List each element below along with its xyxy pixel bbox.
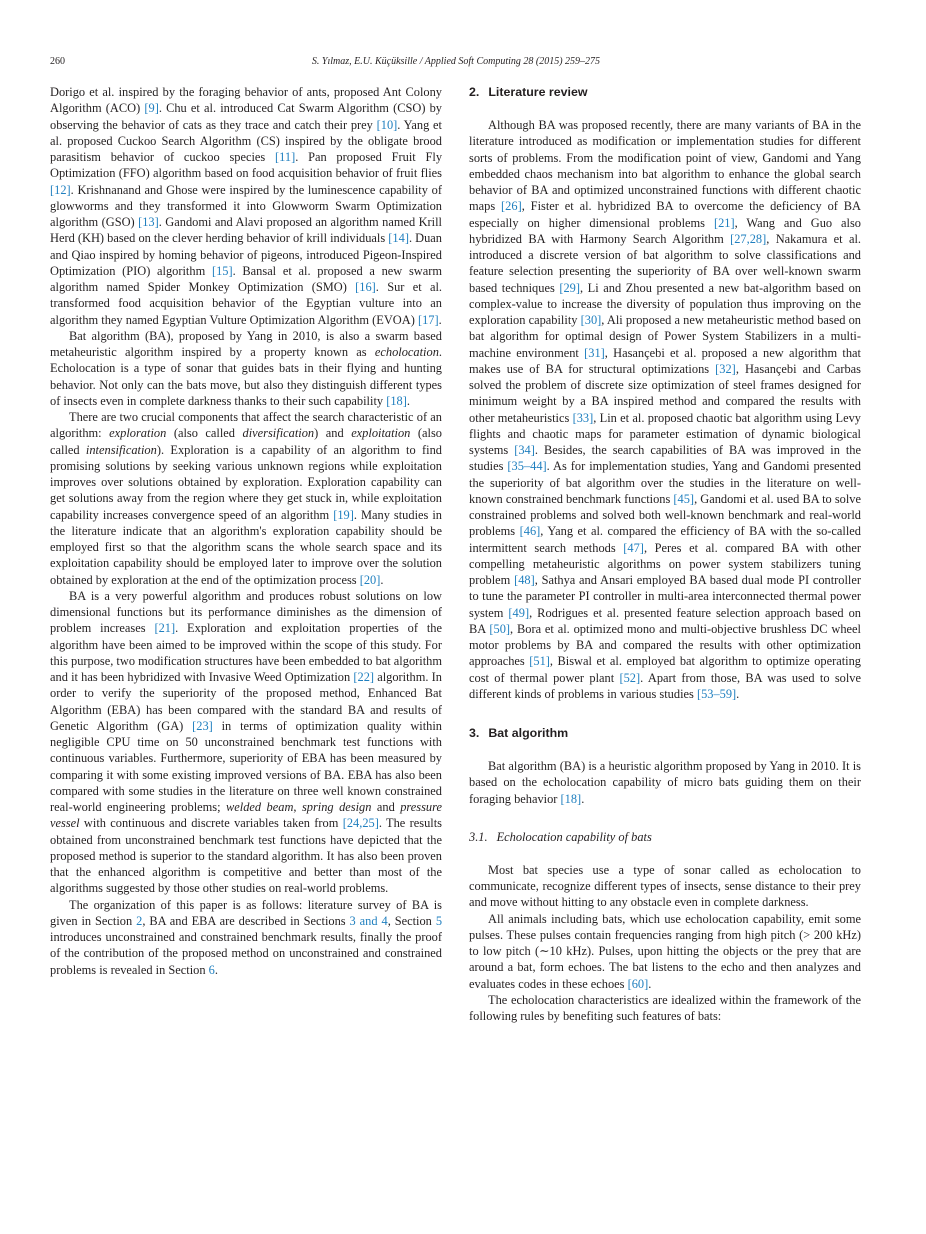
text-run: . xyxy=(581,791,585,806)
citation-link[interactable]: [30] xyxy=(580,313,602,327)
text-run: There are two crucial components that affect the search characteristic of an algorithm: xyxy=(50,410,442,441)
citation-link[interactable]: [29] xyxy=(559,280,581,295)
text-run: BA is a very powerful algorithm and produces robust solutions on low dimensional functions but its performance diminishes as the dimension of problem increases xyxy=(50,588,442,636)
text-run: Dorigo et al. inspired by the foraging behavior of ants, proposed Ant Colony Algorithm (ACO) xyxy=(50,85,442,116)
text-run: , Fister et al. hybridized BA to overcome the deficiency of BA especially on higher dimensional problems xyxy=(469,199,861,230)
text-run: . Many studies in the literature indicate that an algorithm's exploration capability should be employed first so that the algorithm scans the whole search space and its exploitation capability should be employed later to improve over the solution obtained by exploration at the end of the optimization process xyxy=(50,507,442,587)
text-run: (also called xyxy=(166,426,243,441)
subsection-number: 3.1. xyxy=(469,829,488,844)
emphasis: pressure vessel xyxy=(50,800,442,831)
citation-link[interactable]: [16] xyxy=(355,280,376,294)
citation-link[interactable]: [53–59] xyxy=(696,686,737,701)
emphasis: diversification xyxy=(242,426,315,441)
citation-link[interactable]: [18] xyxy=(560,791,582,806)
citation-link[interactable]: [45] xyxy=(673,491,695,506)
citation-link[interactable]: [10] xyxy=(376,117,398,132)
text-run: , Sathya and Ansari employed BA based dual mode PI controller to tune the parameter PI controller in multi-area interconnected thermal power system xyxy=(469,573,862,620)
citation-link[interactable]: [12] xyxy=(50,182,71,197)
text-run: . Krishnanand and Ghose were inspired by the luminescence capability of glowworms and they transformed it into Glowworm Swarm Optimization algorithm (GSO) xyxy=(50,182,442,229)
page-number: 260 xyxy=(50,56,65,67)
text-run: , Bora et al. optimized mono and multi-objective brushless DC wheel motor problems by BA and compared the results with other optimization approaches xyxy=(469,621,861,669)
citation-link[interactable]: [49] xyxy=(508,605,530,620)
citation-link[interactable]: [47] xyxy=(623,540,644,555)
citation-link[interactable]: [21] xyxy=(154,621,176,636)
citation-link[interactable]: [48] xyxy=(514,573,535,587)
text-run: . Chu et al. introduced Cat Swarm Algorithm (CSO) by observing the behavior of cats as they trace and catch their prey xyxy=(50,101,443,132)
section-link[interactable]: 5 xyxy=(435,913,443,928)
citation-link[interactable]: [20] xyxy=(359,572,381,587)
text-run: , Yang et al. compared the efficiency of BA with the so-called intermittent search methods xyxy=(469,524,861,555)
text-run: , BA and EBA are described in Sections xyxy=(142,913,350,928)
text-run: . As for implementation studies, Yang and Gandomi presented the superiority of bat algorithm over the studies in the literature on well-known constrained benchmark functions xyxy=(469,459,861,506)
citation-link[interactable]: [33] xyxy=(572,410,594,425)
text-run: . xyxy=(406,393,410,408)
page-header xyxy=(50,56,862,70)
emphasis: intensification xyxy=(85,442,157,457)
text-run: , Hasançebi and Carbas solved the problem of discrete size optimization of steel frames designed for minimum weight by a BA inspired method and compared the results with other metaheuristics xyxy=(469,361,861,425)
citation-link[interactable]: [19] xyxy=(333,507,354,522)
citation-link[interactable]: [24,25] xyxy=(342,816,379,831)
subsection-title: Echolocation capability of bats xyxy=(496,829,652,844)
subsection-heading xyxy=(469,829,861,845)
text-run: ) and xyxy=(314,426,352,441)
paragraph: Most bat species use a type of sonar called as echolocation to communicate, recognize different types of insects, sense distance to their prey and move without hitting to any obstacle even in complete darkness. xyxy=(469,862,861,910)
section-link[interactable]: 3 and 4 xyxy=(349,913,388,928)
text-run: . Pan proposed Fruit Fly Optimization (FFO) algorithm based on food acquisition behavior of fruit flies xyxy=(50,150,443,181)
citation-link[interactable]: [23] xyxy=(192,718,213,733)
section-link[interactable]: 2 xyxy=(136,913,143,928)
text-run: . Besides, the search capabilities of BA was improved in the studies xyxy=(469,443,861,474)
citation-link[interactable]: [22] xyxy=(353,670,375,684)
text-run: ). Exploration is a capability of an algorithm to find promising solutions by seeking various unknown regions while exploitation improves over solutions obtained by exploration. Exploration capability can get solutions away from the region where they get stuck in, while exploitation capability increases convergence speed of an algorithm xyxy=(50,442,442,522)
text-run: . Exploration and exploitation properties of the algorithm have been aimed to be improved within the scope of this study. For this purpose, two modification structures have been embedded to bat algorithm and it has been hybridized with Invasive Weed Optimization xyxy=(50,621,442,684)
citation-link[interactable]: [32] xyxy=(715,361,736,376)
text-run: . Yang et al. proposed Cuckoo Search Algorithm (CS) inspired by the obligate brood parasitism behavior of cuckoo species xyxy=(50,117,442,164)
citation-link[interactable]: [52] xyxy=(619,670,641,685)
citation-link[interactable]: [26] xyxy=(501,199,522,214)
text-run: in terms of optimization quality within negligible CPU time on 50 unconstrained benchmark test functions with continuous variables. Furthermore, superiority of EBA has been measured by comparing it with some existing improved versions of BA. EBA has also been compared with some studies in the literature on three well known constrained real-world engineering problems; xyxy=(50,718,442,814)
text-run: Although BA was proposed recently, there are many variants of BA in the literature introduced as modification or implementation studies for different sorts of problems. From the modification point of view, Gandomi and Yang embedded chaos mechanism into bat algorithm to enhance the global search behavior of BA and optimized unconstrained functions with different chaotic maps xyxy=(469,118,861,214)
citation-link[interactable]: [46] xyxy=(519,524,541,539)
citation-link[interactable]: [60] xyxy=(627,976,649,991)
paragraph xyxy=(50,328,442,409)
text-run: , Gandomi et al. used BA to solve constrained problems and solved both well-known benchmark and real-world problems xyxy=(469,491,861,539)
citation-link[interactable]: [51] xyxy=(529,654,550,669)
text-run: , Section xyxy=(387,913,436,928)
text-run: . xyxy=(648,976,652,991)
text-run: , Nakamura et al. introduced a discrete version of bat algorithm to solve classifications and feature selection presenting the superiority of BA over well-known swarm based techniques xyxy=(469,231,861,295)
citation-link[interactable]: [21] xyxy=(713,215,735,230)
paragraph xyxy=(469,758,861,807)
text-run: , Wang and Guo also hybridized BA with Harmony Search Algorithm xyxy=(469,215,861,246)
text-run: . Echolocation is a type of sonar that guides bats in their flying and hunting behavior. Not only can the bats move, but also they distinguish different types of insects even in complete darkness thanks to their such capability xyxy=(50,345,442,408)
paragraph xyxy=(469,911,861,992)
citation-link[interactable]: [27,28] xyxy=(730,231,767,246)
text-run: and xyxy=(371,800,401,814)
text-run: , Hasançebi et al. proposed a new algorithm that makes use of BA for structural optimizations xyxy=(469,345,861,376)
text-run: . xyxy=(438,312,442,327)
citation-link[interactable]: [35–44] xyxy=(507,459,547,474)
citation-link[interactable]: [11] xyxy=(275,150,296,164)
text-run: . xyxy=(736,686,740,701)
paragraph xyxy=(50,409,442,588)
text-run: , Biswal et al. employed bat algorithm to optimize operating cost of thermal power plant xyxy=(469,654,861,685)
text-run: , Peres et al. compared BA with other compelling metaheuristic algorithms on power system stabilizers tuning problem xyxy=(469,540,862,587)
section-heading xyxy=(469,84,861,100)
emphasis: exploration xyxy=(109,426,167,441)
emphasis: spring design xyxy=(301,800,372,814)
citation-link[interactable]: [50] xyxy=(489,621,511,636)
text-run: , Rodrigues et al. presented feature selection approach based on BA xyxy=(469,605,861,636)
text-run: , xyxy=(293,800,302,814)
text-run: . Apart from those, BA was used to solve different kinds of problems in various studies xyxy=(469,670,861,701)
citation-link[interactable]: [34] xyxy=(514,443,535,457)
text-run: with continuous and discrete variables taken from xyxy=(79,816,343,831)
paragraph xyxy=(50,84,442,328)
citation-link[interactable]: [15] xyxy=(211,263,233,278)
citation-link[interactable]: [17] xyxy=(417,312,439,327)
section-number: 2. xyxy=(469,85,480,99)
text-run: , Lin et al. proposed chaotic bat algorithm using Levy flights and chaotic maps for parameter estimation of dynamic biological systems xyxy=(469,410,861,457)
left-column xyxy=(50,84,442,978)
paragraph: The echolocation characteristics are idealized within the framework of the following rules by benefiting such features of bats: xyxy=(469,992,861,1023)
text-run: . xyxy=(214,962,218,977)
running-title: S. Yılmaz, E.U. Küçüksille / Applied Soft Computing 28 (2015) 259–275 xyxy=(311,56,601,67)
text-run: introduces unconstrained and constrained benchmark results, finally the proof of the contribution of the proposed method on unconstrained and constrained problems is revealed in Section xyxy=(50,930,442,977)
text-run: , Ali proposed a new metaheuristic method based on bat algorithm for optimal design of Power System Stabilizers in a multi-machine environment xyxy=(469,313,862,360)
citation-link[interactable]: [9] xyxy=(144,101,159,116)
text-run: Bat algorithm (BA), proposed by Yang in 2010, is also a swarm based metaheuristic algorithm inspired by a property known as xyxy=(50,328,442,359)
paragraph xyxy=(469,117,861,702)
text-run: All animals including bats, which use echolocation capability, emit some pulses. These pulses contain frequencies ranging from high pitch (> 200 kHz) to low pitch (∼10 kHz). Pulses, upon hitting the objects or the prey that are around a bat, form echoes. The bat listens to the echo and then analyzes and evaluates codes in these echoes xyxy=(469,911,861,991)
emphasis: echolocation xyxy=(374,345,439,359)
text-run: (also called xyxy=(50,426,442,457)
text-run: . The results obtained from unconstrained benchmark test functions have depicted that the proposed method is superior to the standard algorithm. It has also been proven that the enhanced algorithm is competitive and better than most of the algorithms suggested by those other studies on real-world problems. xyxy=(50,816,442,896)
text-run: . Bansal et al. proposed a new swarm algorithm named Spider Monkey Optimization (SMO) xyxy=(50,263,443,294)
emphasis: welded beam xyxy=(226,800,294,814)
text-run: , Li and Zhou presented a new bat-algorithm based on complex-value to increase the diversity of population thus improving on the exploration capability xyxy=(469,280,861,327)
text-run: . Sur et al. transformed food acquisition behavior of the Egyptian vulture into an algorithm they named Egyptian Vulture Optimization Algorithm (EVOA) xyxy=(50,280,442,327)
citation-link[interactable]: [18] xyxy=(386,393,407,408)
section-heading xyxy=(469,725,861,741)
text-run: The organization of this paper is as follows: literature survey of BA is given in Section xyxy=(50,897,442,928)
right-column xyxy=(469,84,861,1024)
emphasis: exploitation xyxy=(351,426,411,441)
citation-link[interactable]: [13] xyxy=(138,215,159,229)
section-title: Literature review xyxy=(488,85,588,99)
section-number: 3. xyxy=(469,726,480,740)
text-run: . Duan and Qiao inspired by homing behavior of pigeons, introduced Pigeon-Inspired Optimization (PIO) algorithm xyxy=(50,231,442,278)
citation-link[interactable]: [31] xyxy=(584,345,605,360)
text-run: algorithm. In order to verify the superiority of the proposed method, Enhanced Bat Algorithm (EBA) has been compared with the standard BA and results of Genetic Algorithm (GA) xyxy=(50,670,442,733)
text-run: Bat algorithm (BA) is a heuristic algorithm proposed by Yang in 2010. It is based on the echolocation capability of micro bats guiding them on their foraging behavior xyxy=(469,759,861,806)
paragraph xyxy=(50,897,442,978)
text-run: . xyxy=(380,572,384,587)
paragraph xyxy=(50,588,442,897)
text-run: . Gandomi and Alavi proposed an algorithm named Krill Herd (KH) based on the clever herding behavior of krill individuals xyxy=(50,215,442,246)
citation-link[interactable]: [14] xyxy=(388,231,409,246)
section-link[interactable]: 6 xyxy=(208,962,215,977)
section-title: Bat algorithm xyxy=(488,726,569,740)
